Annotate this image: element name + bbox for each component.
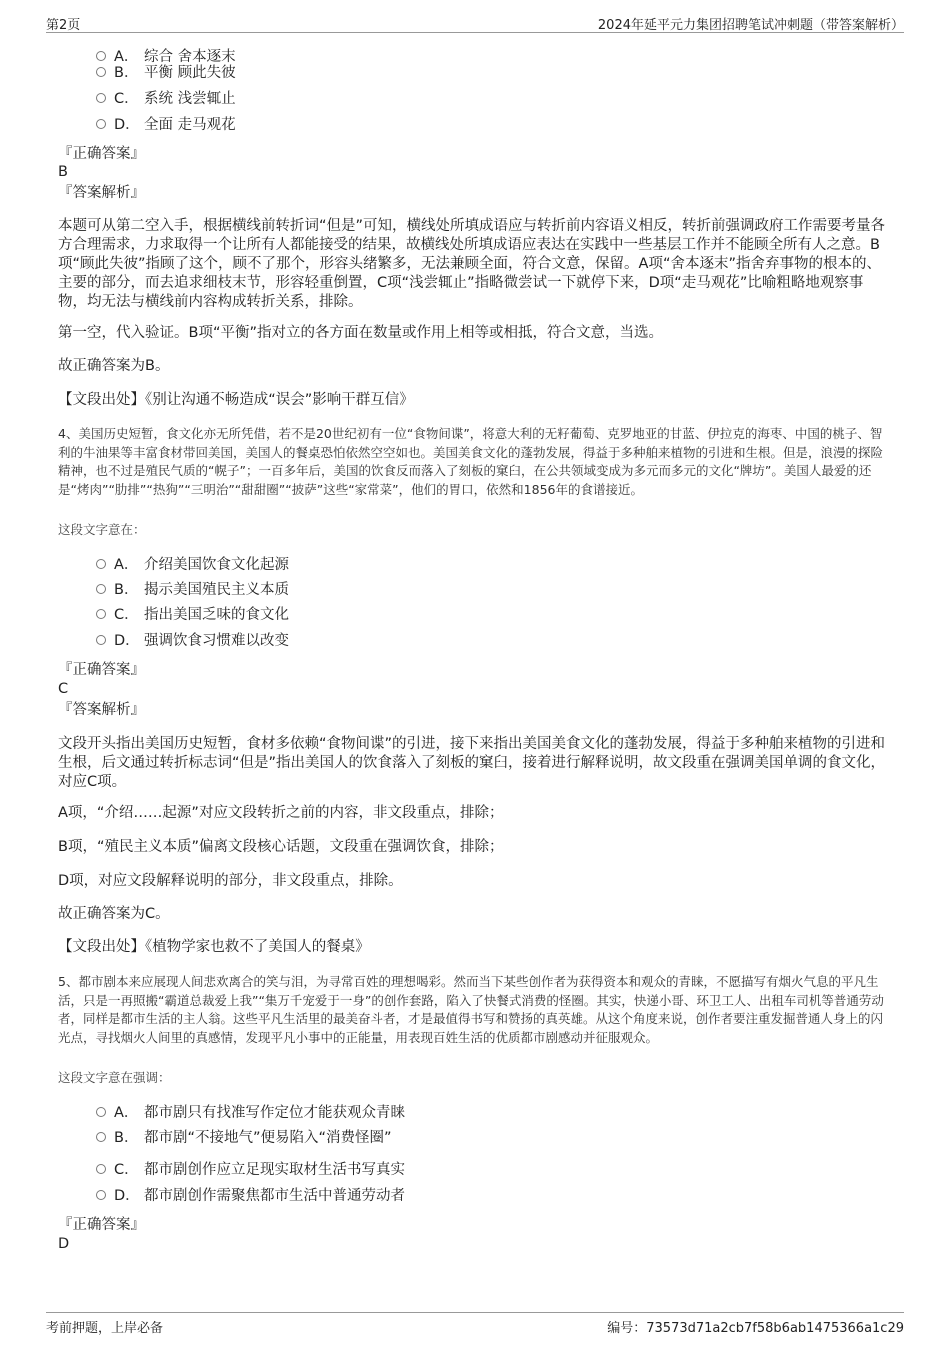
radio-icon[interactable] [96, 635, 106, 645]
q4-analysis-label: 『答案解析』 [58, 702, 145, 718]
q4-analysis-paragraph: A项，“介绍……起源”对应文段转折之前的内容，非文段重点，排除； [58, 805, 504, 821]
document-code: 编号：73573d71a2cb7f58b6ab1475366a1c29 [607, 1321, 904, 1336]
q3-option-c[interactable]: C． 系统 浅尝辄止 [96, 89, 236, 109]
q4-option-c[interactable]: C． 指出美国乏味的食文化 [96, 605, 289, 625]
radio-icon[interactable] [96, 119, 106, 129]
q3-analysis-label: 『答案解析』 [58, 185, 145, 201]
q4-analysis-paragraph: 故正确答案为C。 [58, 906, 170, 922]
q3-analysis-paragraph: 第一空，代入验证。B项“平衡”指对立的各方面在数量或作用上相等或相抵，符合文意，当选。 [58, 325, 663, 341]
q4-source: 【文段出处】《植物学家也救不了美国人的餐桌》 [58, 939, 370, 955]
page-footer [46, 1312, 904, 1337]
radio-icon[interactable] [96, 1164, 106, 1174]
radio-icon[interactable] [96, 1132, 106, 1142]
q4-analysis-paragraph: B项，“殖民主义本质”偏离文段核心话题，文段重在强调饮食，排除； [58, 839, 504, 855]
q4-answer: C [58, 681, 69, 697]
q3-option-a[interactable]: A． 综合 舍本逐末 [96, 47, 236, 67]
q5-option-a[interactable]: A． 都市剧只有找准写作定位才能获观众青睐 [96, 1103, 405, 1123]
q3-analysis-paragraph: 本题可从第二空入手，根据横线前转折词“但是”可知，横线处所填成语应与转折前内容语义相反，转折前强调政府工作需要考量各方合理需求，力求取得一个让所有人都能接受的结果，故横线处所填成语应表达在实践中一些基层工作并不能顾全所有人之意。B项“顾此失彼”指顾了这个，顾不了那个，形容头绪繁多，无法兼顾全面，符合文意，保留。A项“舍本逐末”指舍弃事物的根本的、主要的部分，而去追求细枝末节，形容轻重倒置，C项“浅尝辄止”指略微尝试一下就停下来，D项“走马观花”比喻粗略地观察事物，均无法与横线前内容构成转折关系，排除。 [58, 218, 886, 310]
radio-icon[interactable] [96, 1190, 106, 1200]
q4-question-text: 4、美国历史短暂，食文化亦无所凭借，若不是20世纪初有一位“食物间谍”，将意大利的无籽葡萄、克罗地亚的甘蓝、伊拉克的海枣、中国的桃子、智利的牛油果等丰富食材带回美国，美国人的餐桌恐怕依然空空如也。美国美食文化的蓬勃发展，得益于多种舶来植物的引进和生根。但是，浪漫的探险精神，也不过是殖民气质的“幌子”；一百多年后，美国的饮食反而落入了刻板的窠臼，在公共领域变成为多元而多元的文化“牌坊”。美国人最爱的还是“烤肉”“肋排”“热狗”“三明治”“甜甜圈”“披萨”这些“家常菜”，他们的胃口，依然和1856年的食谱接近。 [58, 426, 884, 497]
radio-icon[interactable] [96, 51, 106, 61]
q5-answer: D [58, 1236, 70, 1252]
q4-option-b[interactable]: B． 揭示美国殖民主义本质 [96, 580, 289, 600]
q5-option-c[interactable]: C． 都市剧创作应立足现实取材生活书写真实 [96, 1160, 405, 1180]
q4-analysis-paragraph: 文段开头指出美国历史短暂，食材多依赖“食物间谍”的引进，接下来指出美国美食文化的蓬勃发展，得益于多种舶来植物的引进和生根，后文通过转折标志词“但是”指出美国人的饮食落入了刻板的窠臼，接着进行解释说明，故文段重在强调美国单调的食文化，对应C项。 [58, 736, 886, 790]
q3-option-d[interactable]: D． 全面 走马观花 [96, 115, 236, 135]
q3-analysis-paragraph: 故正确答案为B。 [58, 358, 170, 374]
q5-question-text: 5、都市剧本来应展现人间悲欢离合的笑与泪，为寻常百姓的理想喝彩。然而当下某些创作者为获得资本和观众的青睐，不愿描写有烟火气息的平凡生活，只是一再照搬“霸道总裁爱上我”“集万千宠爱于一身”的创作套路，陷入了快餐式消费的怪圈。其实，快递小哥、环卫工人、出租车司机等普通劳动者，同样是都市生活的主人翁。这些平凡生活里的最美奋斗者，才是最值得书写和赞扬的真英雄。从这个角度来说，创作者要注重发掘普通人身上的闪光点，寻找烟火人间里的真感情，发现平凡小事中的正能量，用表现百姓生活的优质都市剧感动并征服观众。 [58, 974, 884, 1045]
page-header [46, 10, 904, 33]
q4-option-d[interactable]: D． 强调饮食习惯难以改变 [96, 631, 289, 651]
q3-option-b[interactable]: B． 平衡 顾此失彼 [96, 63, 236, 83]
q4-stem: 这段文字意在： [58, 522, 146, 537]
q4-answer-label: 『正确答案』 [58, 662, 145, 678]
footer-slogan: 考前押题，上岸必备 [46, 1321, 164, 1336]
q5-stem: 这段文字意在强调： [58, 1070, 171, 1085]
radio-icon[interactable] [96, 609, 106, 619]
document-title: 2024年延平元力集团招聘笔试冲刺题（带答案解析） [597, 18, 904, 33]
q3-answer-label: 『正确答案』 [58, 146, 145, 162]
radio-icon[interactable] [96, 584, 106, 594]
q5-option-b[interactable]: B． 都市剧“不接地气”便易陷入“消费怪圈” [96, 1128, 392, 1148]
q4-analysis-paragraph: D项，对应文段解释说明的部分，非文段重点，排除。 [58, 873, 403, 889]
radio-icon[interactable] [96, 67, 106, 77]
q3-answer: B [58, 164, 68, 180]
radio-icon[interactable] [96, 1107, 106, 1117]
q3-source: 【文段出处】《别让沟通不畅造成“误会”影响干群互信》 [58, 392, 414, 408]
radio-icon[interactable] [96, 559, 106, 569]
radio-icon[interactable] [96, 93, 106, 103]
q5-answer-label: 『正确答案』 [58, 1217, 145, 1233]
page-number: 第2页 [46, 18, 81, 33]
q4-option-a[interactable]: A． 介绍美国饮食文化起源 [96, 555, 289, 575]
q5-option-d[interactable]: D． 都市剧创作需聚焦都市生活中普通劳动者 [96, 1186, 405, 1206]
